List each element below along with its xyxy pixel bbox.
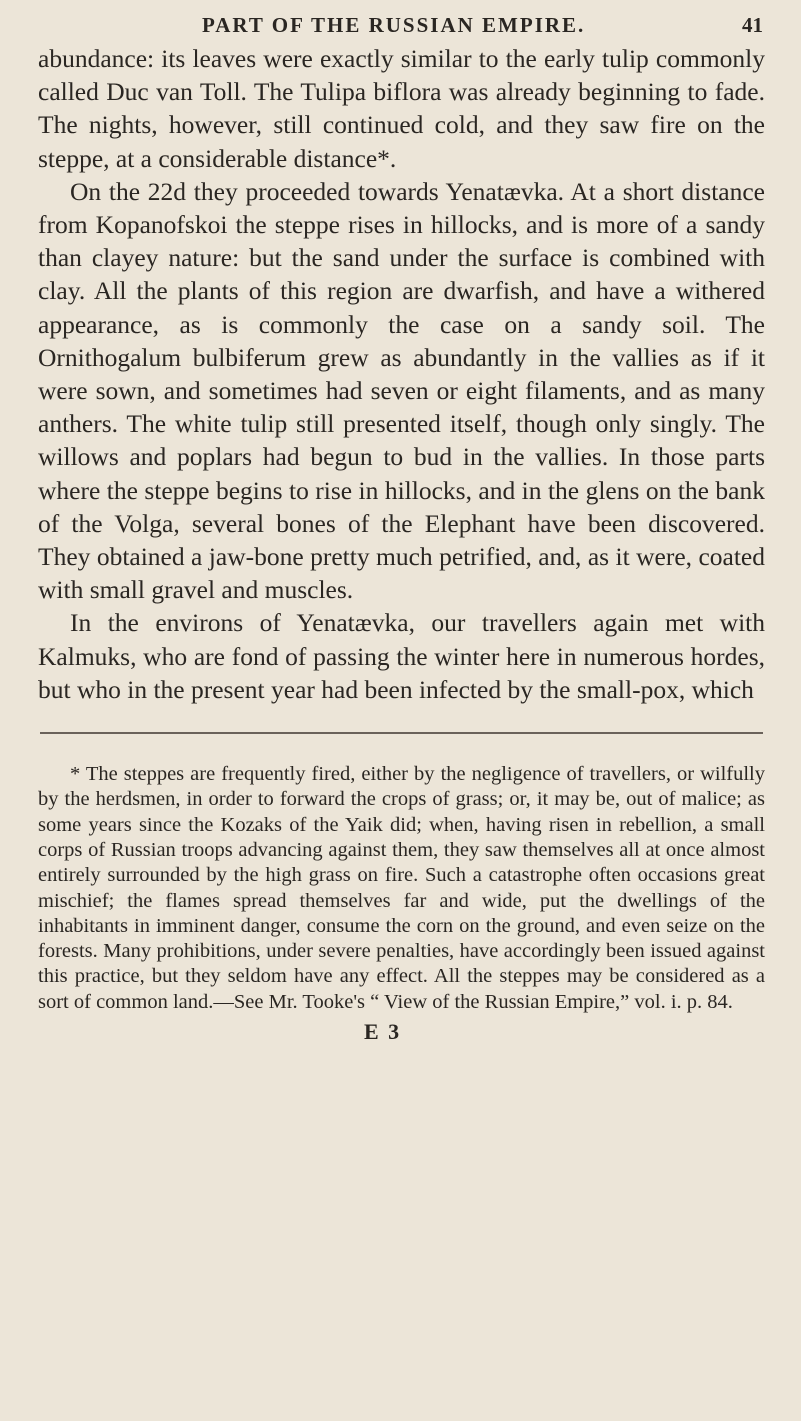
paragraph-2: On the 22d they proceeded towards Yenatævka. At a short distance from Kopanofskoi the steppe rises in hillocks, and is more of a sandy than clayey nature: but the sand under the surface is combined with clay. All the plants of this region are dwarfish, and have a withered appearance, as is commonly the case on a sandy soil. The Ornithogalum bulbiferum grew as abundantly in the vallies as if it were sown, and sometimes had seven or eight filaments, and as many anthers. The white tulip still presented itself, though only singly. The willows and poplars had begun to bud in the vallies. In those parts where the steppe begins to rise in hillocks, and in the glens on the bank of the Volga, several bones of the Elephant have been discovered. They obtained a jaw-bone pretty much petrified, and, as it were, coated with small gravel and muscles. — [38, 176, 765, 605]
signature-mark: E 3 — [364, 1019, 402, 1045]
footnote-divider — [40, 732, 763, 734]
paragraph-1: abundance: its leaves were exactly similar to the early tulip commonly called Duc van Toll. The Tulipa biflora was already beginning to fade. The nights, however, still continued cold, and they saw fire on the steppe, at a considerable distance*. — [38, 44, 765, 173]
page-number: 41 — [742, 13, 763, 37]
footnote-text: * The steppes are frequently fired, either by the negligence of travellers, or wilfully by the herdsmen, in order to forward the crops of grass; or, it may be, out of malice; as some years since the Kozaks of the Yaik did; when, having risen in rebellion, a small corps of Russian troops advancing against them, they saw themselves all at once almost entirely surrounded by the high grass on fire. Such a catastrophe often occasions great mischief; the flames spread themselves far and wide, put the dwellings of the inhabitants in imminent danger, consume the corn on the ground, and even seize on the forests. Many prohibitions, under severe penalties, have accordingly been issued against this practice, but they seldom have any effect. All the steppes may be considered as a sort of common land.—See Mr. Tooke's “ View of the Russian Empire,” vol. i. p. 84. — [38, 763, 765, 1013]
main-text — [38, 42, 765, 706]
footnote — [38, 762, 765, 1015]
running-title: PART OF THE RUSSIAN EMPIRE. — [202, 13, 586, 37]
paragraph-3: In the environs of Yenatævka, our travellers again met with Kalmuks, who are fond of passing the winter here in numerous hordes, but who in the present year had been infected by the small-pox, which — [38, 608, 765, 704]
running-head — [38, 8, 765, 42]
